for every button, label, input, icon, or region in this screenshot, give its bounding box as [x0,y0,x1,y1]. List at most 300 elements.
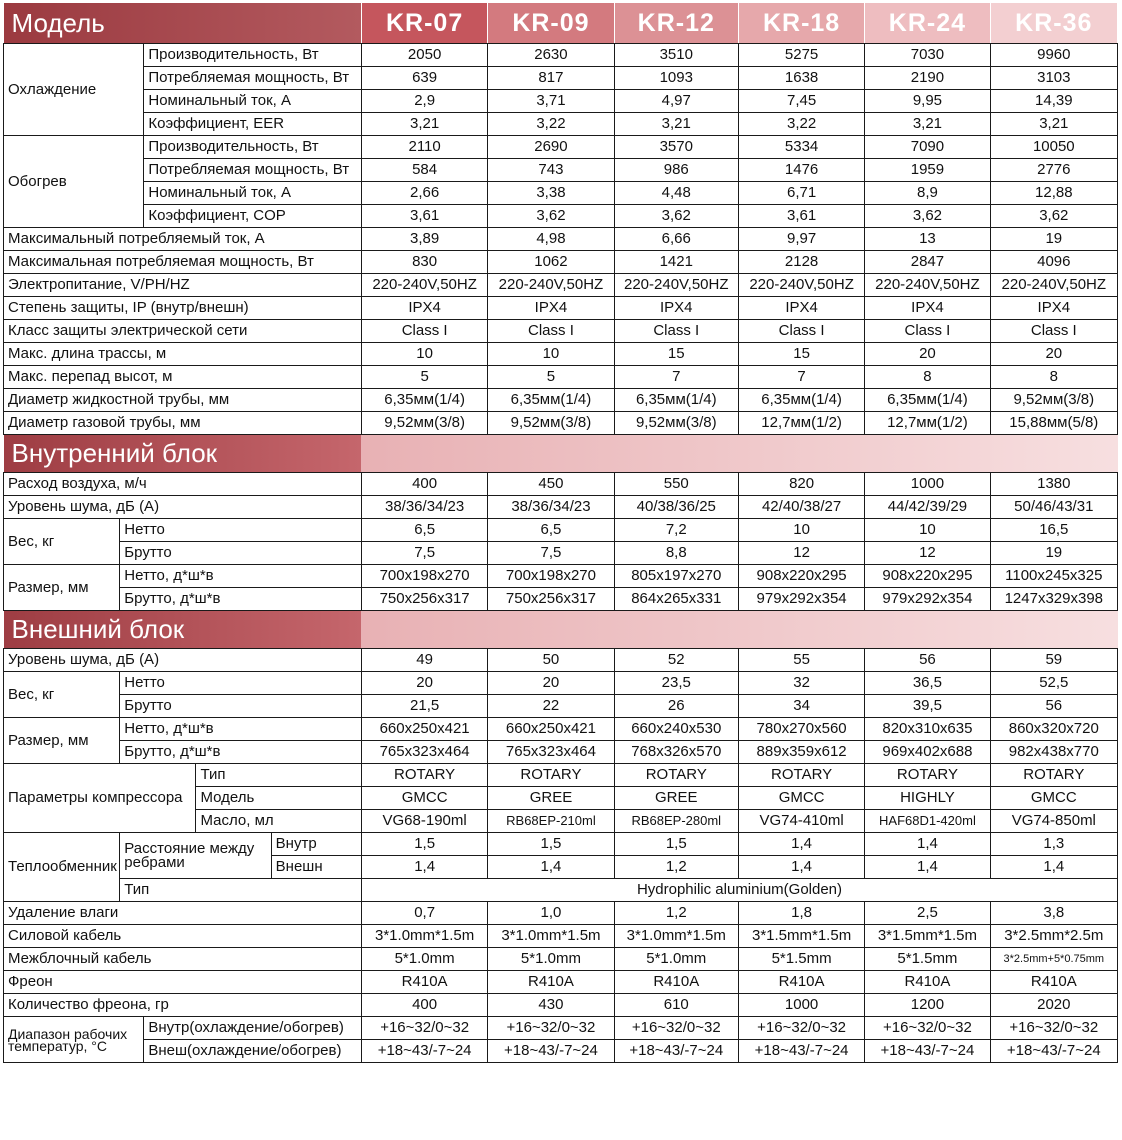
value-cell: 2,66 [361,182,487,205]
value-cell: 8,9 [865,182,990,205]
value-cell: +18~43/-7~24 [361,1040,487,1063]
value-cell: 2630 [488,44,614,67]
value-cell: 3,62 [488,205,614,228]
param-label: Внутр(охлаждение/обогрев) [144,1017,362,1040]
table-row [4,948,1118,971]
value-cell: 5 [361,366,487,389]
value-cell: 780x270x560 [738,718,864,741]
table-row [4,251,1118,274]
value-cell: 979x292x354 [865,588,990,611]
value-cell: 3*2.5mm*2.5m [990,925,1117,948]
value-cell: 7,5 [361,542,487,565]
param-label: Потребляемая мощность, Вт [144,159,362,182]
value-cell: 908x220x295 [738,565,864,588]
table-row [4,994,1118,1017]
value-cell: 7 [614,366,738,389]
table-row [4,182,1118,205]
value-cell: IPX4 [614,297,738,320]
value-cell: 7090 [865,136,990,159]
table-row [4,519,1118,542]
value-cell: 1,4 [738,833,864,856]
value-cell: 220-240V,50HZ [990,274,1117,297]
value-cell: 768x326x570 [614,741,738,764]
value-cell: 3*1.5mm*1.5m [865,925,990,948]
param-label: Внутр [271,833,361,856]
value-cell: 400 [361,473,487,496]
value-cell: 14,39 [990,90,1117,113]
value-cell: 20 [488,672,614,695]
value-cell: 21,5 [361,695,487,718]
value-cell: 1247x329x398 [990,588,1117,611]
value-cell: 660x250x421 [361,718,487,741]
value-cell: +16~32/0~32 [990,1017,1117,1040]
value-cell: 12 [738,542,864,565]
value-cell: 820 [738,473,864,496]
param-label: Макс. перепад высот, м [4,366,362,389]
value-cell: 700x198x270 [488,565,614,588]
value-cell: Class I [990,320,1117,343]
table-row [4,741,1118,764]
value-cell: 19 [990,228,1117,251]
value-cell: 22 [488,695,614,718]
value-cell: 400 [361,994,487,1017]
value-cell: R410A [361,971,487,994]
value-cell: 986 [614,159,738,182]
param-label: Уровень шума, дБ (А) [4,496,362,519]
value-cell: 3*1.0mm*1.5m [488,925,614,948]
param-label: Диаметр жидкостной трубы, мм [4,389,362,412]
value-cell: Hydrophilic aluminium(Golden) [361,879,1117,902]
table-row [4,473,1118,496]
value-cell: 10 [865,519,990,542]
param-label: Удаление влаги [4,902,362,925]
value-cell: 584 [361,159,487,182]
param-label: Класс защиты электрической сети [4,320,362,343]
value-cell: 660x240x530 [614,718,738,741]
model-name: KR-12 [614,3,738,44]
value-cell: R410A [488,971,614,994]
value-cell: +16~32/0~32 [738,1017,864,1040]
value-cell: 610 [614,994,738,1017]
value-cell: 450 [488,473,614,496]
group-label: Параметры компрессора [4,764,196,833]
value-cell: 3*1.0mm*1.5m [361,925,487,948]
param-label: Нетто, д*ш*в [120,565,362,588]
value-cell: 9,97 [738,228,864,251]
value-cell: 6,35мм(1/4) [361,389,487,412]
value-cell: 1,8 [738,902,864,925]
table-row [4,879,1118,902]
param-label: Уровень шума, дБ (А) [4,649,362,672]
value-cell: 860x320x720 [990,718,1117,741]
value-cell: IPX4 [361,297,487,320]
value-cell: 1,5 [614,833,738,856]
value-cell: 3,62 [865,205,990,228]
table-row [4,611,1118,649]
value-cell: 3,21 [361,113,487,136]
value-cell: HIGHLY [865,787,990,810]
value-cell: R410A [990,971,1117,994]
value-cell: 34 [738,695,864,718]
value-cell: 700x198x270 [361,565,487,588]
param-label: Внеш(охлаждение/обогрев) [144,1040,362,1063]
value-cell: R410A [738,971,864,994]
value-cell: 750x256x317 [488,588,614,611]
value-cell: 1,4 [361,856,487,879]
param-label: Расход воздуха, м/ч [4,473,362,496]
model-name: KR-24 [865,3,990,44]
value-cell: 9,52мм(3/8) [361,412,487,435]
value-cell: 7,2 [614,519,738,542]
value-cell: 10 [361,343,487,366]
value-cell: 32 [738,672,864,695]
value-cell: 5*1.0mm [361,948,487,971]
table-row [4,228,1118,251]
value-cell: 805x197x270 [614,565,738,588]
value-cell: 3,71 [488,90,614,113]
value-cell: 15 [614,343,738,366]
model-heading: Модель [4,3,362,44]
value-cell: 15,88мм(5/8) [990,412,1117,435]
table-row [4,113,1118,136]
value-cell: GREE [488,787,614,810]
param-label: Коэффициент, COP [144,205,362,228]
table-row [4,1040,1118,1063]
value-cell: 3,38 [488,182,614,205]
value-cell: ROTARY [488,764,614,787]
value-cell: 3,61 [361,205,487,228]
table-row [4,343,1118,366]
value-cell: 52 [614,649,738,672]
value-cell: 5*1.0mm [488,948,614,971]
value-cell: +18~43/-7~24 [738,1040,864,1063]
value-cell: 1959 [865,159,990,182]
value-cell: 20 [361,672,487,695]
value-cell: +18~43/-7~24 [990,1040,1117,1063]
param-label: Масло, мл [196,810,361,833]
value-cell: +16~32/0~32 [614,1017,738,1040]
param-label: Коэффициент, EER [144,113,362,136]
model-name: KR-18 [738,3,864,44]
value-cell: 7030 [865,44,990,67]
param-label: Тип [196,764,361,787]
group-label: Размер, мм [4,565,120,611]
model-name: KR-36 [990,3,1117,44]
param-label: Фреон [4,971,362,994]
value-cell: 26 [614,695,738,718]
value-cell: 817 [488,67,614,90]
param-label: Количество фреона, гр [4,994,362,1017]
group-label: Охлаждение [4,44,144,136]
table-row [4,902,1118,925]
value-cell: +18~43/-7~24 [488,1040,614,1063]
param-label: Брутто [120,695,362,718]
value-cell: Class I [488,320,614,343]
value-cell: 1,4 [990,856,1117,879]
value-cell: 38/36/34/23 [488,496,614,519]
table-row [4,90,1118,113]
value-cell: RB68EP-280ml [614,810,738,833]
table-row [4,3,1118,44]
value-cell: 4,98 [488,228,614,251]
value-cell: 1000 [738,994,864,1017]
value-cell: 23,5 [614,672,738,695]
value-cell: 660x250x421 [488,718,614,741]
value-cell: 3*1.0mm*1.5m [614,925,738,948]
value-cell: 10050 [990,136,1117,159]
value-cell: 969x402x688 [865,741,990,764]
value-cell: 9,95 [865,90,990,113]
group-label: Размер, мм [4,718,120,764]
value-cell: 40/38/36/25 [614,496,738,519]
param-label: Нетто [120,672,362,695]
spec-table [3,3,1118,1063]
param-label: Номинальный ток, А [144,182,362,205]
value-cell: +16~32/0~32 [865,1017,990,1040]
param-label: Производительность, Вт [144,136,362,159]
value-cell: 12,88 [990,182,1117,205]
param-label: Электропитание, V/PH/HZ [4,274,362,297]
value-cell: 13 [865,228,990,251]
value-cell: 3,61 [738,205,864,228]
value-cell: 1,4 [865,856,990,879]
value-cell: 19 [990,542,1117,565]
param-label: Потребляемая мощность, Вт [144,67,362,90]
value-cell: GMCC [361,787,487,810]
value-cell: 50 [488,649,614,672]
value-cell: 2050 [361,44,487,67]
value-cell: 830 [361,251,487,274]
value-cell: IPX4 [865,297,990,320]
value-cell: 38/36/34/23 [361,496,487,519]
table-row [4,496,1118,519]
value-cell: 1200 [865,994,990,1017]
value-cell: 1,3 [990,833,1117,856]
table-row [4,542,1118,565]
value-cell: 44/42/39/29 [865,496,990,519]
value-cell: 5*1.0mm [614,948,738,971]
value-cell: 1000 [865,473,990,496]
table-row [4,136,1118,159]
table-row [4,389,1118,412]
value-cell: 8,8 [614,542,738,565]
param-label: Расстояние между ребрами [120,833,271,879]
value-cell: VG68-190ml [361,810,487,833]
value-cell: 59 [990,649,1117,672]
table-row [4,718,1118,741]
value-cell: HAF68D1-420ml [865,810,990,833]
value-cell: 10 [738,519,864,542]
table-row [4,925,1118,948]
value-cell: 1093 [614,67,738,90]
group-label: Вес, кг [4,672,120,718]
section-band [361,435,1117,473]
table-row [4,435,1118,473]
param-label: Нетто, д*ш*в [120,718,362,741]
param-label: Модель [196,787,361,810]
value-cell: IPX4 [990,297,1117,320]
table-row [4,67,1118,90]
value-cell: 864x265x331 [614,588,738,611]
value-cell: 15 [738,343,864,366]
value-cell: 9,52мм(3/8) [614,412,738,435]
value-cell: VG74-850ml [990,810,1117,833]
value-cell: 3,89 [361,228,487,251]
param-label: Максимальная потребляемая мощность, Вт [4,251,362,274]
value-cell: GREE [614,787,738,810]
value-cell: 3,22 [488,113,614,136]
value-cell: +18~43/-7~24 [865,1040,990,1063]
value-cell: GMCC [990,787,1117,810]
group-label: Обогрев [4,136,144,228]
value-cell: 6,35мм(1/4) [488,389,614,412]
value-cell: 4096 [990,251,1117,274]
table-row [4,412,1118,435]
value-cell: GMCC [738,787,864,810]
param-label: Тип [120,879,362,902]
table-row [4,205,1118,228]
value-cell: 20 [990,343,1117,366]
model-name: KR-09 [488,3,614,44]
table-row [4,588,1118,611]
value-cell: 2776 [990,159,1117,182]
table-row [4,764,1118,787]
section-title: Внутренний блок [4,435,362,473]
value-cell: Class I [614,320,738,343]
value-cell: 220-240V,50HZ [614,274,738,297]
table-row [4,44,1118,67]
group-label: Теплообменник [4,833,120,902]
value-cell: IPX4 [488,297,614,320]
table-row [4,159,1118,182]
value-cell: 430 [488,994,614,1017]
table-row [4,649,1118,672]
value-cell: 3,22 [738,113,864,136]
value-cell: 1,4 [865,833,990,856]
value-cell: 3,62 [614,205,738,228]
param-label: Силовой кабель [4,925,362,948]
table-row [4,297,1118,320]
value-cell: 3103 [990,67,1117,90]
value-cell: 1,4 [738,856,864,879]
value-cell: 0,7 [361,902,487,925]
table-row [4,274,1118,297]
param-label: Брутто [120,542,362,565]
value-cell: Class I [361,320,487,343]
value-cell: 1062 [488,251,614,274]
value-cell: +18~43/-7~24 [614,1040,738,1063]
table-row [4,833,1118,856]
value-cell: Class I [738,320,864,343]
param-label: Брутто, д*ш*в [120,588,362,611]
value-cell: 9960 [990,44,1117,67]
value-cell: 36,5 [865,672,990,695]
value-cell: 982x438x770 [990,741,1117,764]
table-row [4,366,1118,389]
value-cell: 6,5 [488,519,614,542]
value-cell: 9,52мм(3/8) [990,389,1117,412]
value-cell: 1,5 [488,833,614,856]
value-cell: 750x256x317 [361,588,487,611]
table-row [4,971,1118,994]
value-cell: 3*2.5mm+5*0.75mm [990,948,1117,971]
value-cell: 3,21 [614,113,738,136]
section-band [361,611,1117,649]
value-cell: 8 [865,366,990,389]
value-cell: 6,5 [361,519,487,542]
table-row [4,695,1118,718]
value-cell: R410A [865,971,990,994]
param-label: Макс. длина трассы, м [4,343,362,366]
value-cell: 5275 [738,44,864,67]
value-cell: 2128 [738,251,864,274]
value-cell: 979x292x354 [738,588,864,611]
value-cell: ROTARY [865,764,990,787]
value-cell: 1100x245x325 [990,565,1117,588]
value-cell: 2,5 [865,902,990,925]
param-label: Максимальный потребляемый ток, А [4,228,362,251]
param-label: Нетто [120,519,362,542]
value-cell: ROTARY [614,764,738,787]
value-cell: 220-240V,50HZ [738,274,864,297]
value-cell: 7 [738,366,864,389]
value-cell: 2110 [361,136,487,159]
param-label: Производительность, Вт [144,44,362,67]
value-cell: 56 [865,649,990,672]
value-cell: 3,8 [990,902,1117,925]
table-row [4,1017,1118,1040]
model-name: KR-07 [361,3,487,44]
value-cell: +16~32/0~32 [488,1017,614,1040]
value-cell: 3,62 [990,205,1117,228]
value-cell: 55 [738,649,864,672]
value-cell: 550 [614,473,738,496]
section-title: Внешний блок [4,611,362,649]
value-cell: 2,9 [361,90,487,113]
param-label: Диаметр газовой трубы, мм [4,412,362,435]
value-cell: 12,7мм(1/2) [738,412,864,435]
value-cell: 50/46/43/31 [990,496,1117,519]
value-cell: 5*1.5mm [738,948,864,971]
param-label: Брутто, д*ш*в [120,741,362,764]
value-cell: ROTARY [361,764,487,787]
value-cell: 2190 [865,67,990,90]
value-cell: 39,5 [865,695,990,718]
group-label: Диапазон рабочих температур, °C [4,1017,144,1063]
value-cell: 220-240V,50HZ [865,274,990,297]
value-cell: 1638 [738,67,864,90]
table-row [4,565,1118,588]
value-cell: ROTARY [738,764,864,787]
value-cell: 3510 [614,44,738,67]
value-cell: VG74-410ml [738,810,864,833]
param-label: Внешн [271,856,361,879]
value-cell: 16,5 [990,519,1117,542]
value-cell: 7,5 [488,542,614,565]
value-cell: 908x220x295 [865,565,990,588]
value-cell: 6,35мм(1/4) [614,389,738,412]
table-row [4,320,1118,343]
value-cell: 765x323x464 [488,741,614,764]
value-cell: 3*1.5mm*1.5m [738,925,864,948]
value-cell: 3,21 [865,113,990,136]
value-cell: 4,97 [614,90,738,113]
value-cell: 6,35мм(1/4) [738,389,864,412]
value-cell: 1421 [614,251,738,274]
value-cell: 1,5 [361,833,487,856]
value-cell: 4,48 [614,182,738,205]
value-cell: 743 [488,159,614,182]
